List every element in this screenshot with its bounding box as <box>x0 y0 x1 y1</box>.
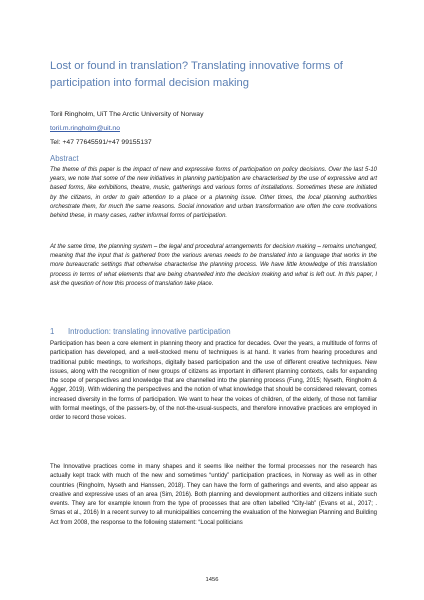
section-title: Introduction: translating innovative participation <box>68 327 231 336</box>
section-heading <box>50 327 231 336</box>
page-number: 1456 <box>205 577 219 583</box>
body-paragraph: The Innovative practices come in many shapes and it seems like neither the formal processes nor the research has actually kept track with much of the new and sometimes “untidy” participation practices, in Norway as well as in other countries (Ringholm, Nyseth and Hanssen, 2018). They can have the form of gatherings and events, and also appear as creative and expressive uses of an area (Sim, 2016). Both planning and development authorities and citizens initiate such events. They are for example known from the type of processes that are often labelled “City-lab” (Evans et al., 2017; . Smas et al., 2016) In a recent survey to all municipalities concerning the evaluation of the Norwegian Planning and Building Act from 2008, the response to the following statement: “Local politicians <box>50 464 377 526</box>
section-number: 1 <box>50 327 55 336</box>
paper-title: Lost or found in translation? Translating innovative forms of participation into formal decision making <box>50 60 343 89</box>
body-paragraph: Participation has been a core element in planning theory and practice for decades. Over the years, a multitude of forms of participation has developed, and a well-stocked menu of techniques is at hand. It varies from hearing procedures and traditional public meetings, to workshops, digitally based participation and the use of different creative techniques. New issues, along with the recognition of new groups of citizens as important in different planning contexts, calls for expanding the scope of perspectives and knowledge that are channelled into the planning process (Fung, 2015; Nyseth, Ringholm & Agger, 2019). With widening the perspectives and the notion of what knowledge that should be considered relevant, comes increased diversity in the forms of participation. We want to hear the voices of children, of the elderly, of those not familiar with formal meetings, of the passers-by, of the not-the-usual-suspects, and therefore innovative practices are employed in order to record those voices. <box>50 341 377 422</box>
author-affiliation: Toril Ringholm, UiT The Arctic University of Norway <box>50 111 204 118</box>
abstract-paragraph: The theme of this paper is the impact of new and expressive forms of participation on policy decisions. Over the last 5-10 years, we note that some of the new initiatives in planning participation are characterised by the use of expressive and art based forms, like exhibitions, theatre, music, gatherings and various forms of installations. Sometimes these are initiated by the citizens, in order to gain attention to a place or a planning issue. Other times, the local planning authorities orchestrate them, for much the same reasons. Social innovation and urban transformation are often the core motivations behind these, in many cases, rather informal forms of participation. <box>50 167 377 220</box>
abstract-paragraph: At the same time, the planning system – the legal and procedural arrangements for decision making – remains unchanged, meaning that the input that is gathered from the various arenas needs to be translated into a language that works in the more bureaucratic settings that otherwise characterise the planning process. We have little knowledge of this translation process in terms of what elements that are being channelled into the decision making and what is left out. In this paper, I ask the question of how this process of translation take place. <box>50 244 377 287</box>
abstract-heading: Abstract <box>50 154 79 163</box>
author-email-link[interactable]: toril.m.ringholm@uit.no <box>50 125 120 132</box>
author-phone: Tel: +47 77645591/+47 99155137 <box>50 139 152 146</box>
